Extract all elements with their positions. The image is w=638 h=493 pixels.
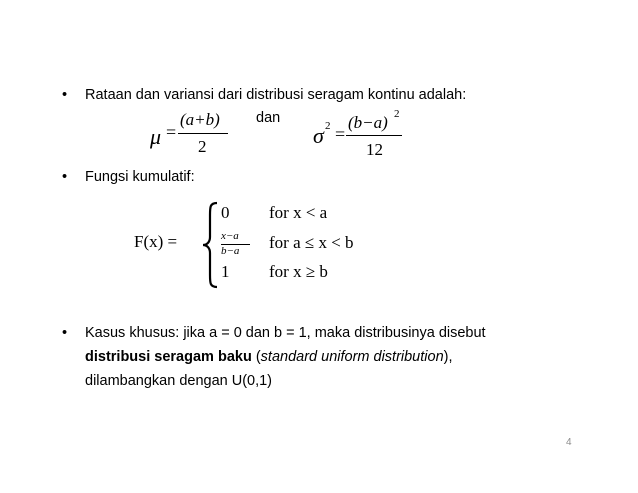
special-case-line-1: Kasus khusus: jika a = 0 dan b = 1, maka distribusinya disebut [85, 325, 486, 341]
variance-numerator: (b−a) [348, 113, 388, 132]
bullet-dot: • [62, 325, 68, 341]
mean-denominator: 2 [198, 137, 207, 156]
case-condition-1: for a ≤ x < b [269, 233, 354, 252]
connector-text: dan [256, 110, 281, 126]
mu-symbol: μ [150, 124, 162, 149]
bullet-dot: • [62, 87, 68, 103]
paren-open: ( [251, 349, 261, 365]
variance-numerator-exponent: 2 [394, 108, 400, 120]
mean-fraction-bar [178, 133, 228, 134]
cdf-lhs: F(x) = [134, 232, 178, 251]
page-number: 4 [566, 437, 572, 448]
bullet-text: Rataan dan variansi dari distribusi seragam kontinu adalah: [85, 87, 467, 103]
sigma-exponent: 2 [325, 120, 331, 132]
left-brace-icon [201, 201, 221, 289]
case-value-2: 1 [221, 262, 230, 281]
case-value-1-denominator: b−a [221, 245, 240, 257]
mean-equals: = [166, 122, 177, 142]
bullet-dot: • [62, 169, 68, 185]
paren-close: ), [443, 349, 453, 365]
case-condition-2: for x ≥ b [269, 262, 328, 281]
mean-numerator: (a+b) [180, 110, 220, 129]
variance-fraction-bar [346, 135, 402, 136]
sigma-symbol: σ [313, 123, 324, 148]
special-case-line-3: dilambangkan dengan U(0,1) [85, 373, 273, 389]
variance-denominator: 12 [366, 140, 383, 159]
case-value-0: 0 [221, 203, 230, 222]
variance-equals: = [335, 124, 346, 144]
special-case-line-2 [85, 346, 453, 368]
bullet-text: Fungsi kumulatif: [85, 169, 195, 185]
standard-uniform-term: distribusi seragam baku [85, 349, 252, 365]
english-term: standard uniform distribution [260, 349, 444, 365]
case-value-1-numerator: x−a [221, 230, 239, 242]
case-condition-0: for x < a [269, 203, 328, 222]
